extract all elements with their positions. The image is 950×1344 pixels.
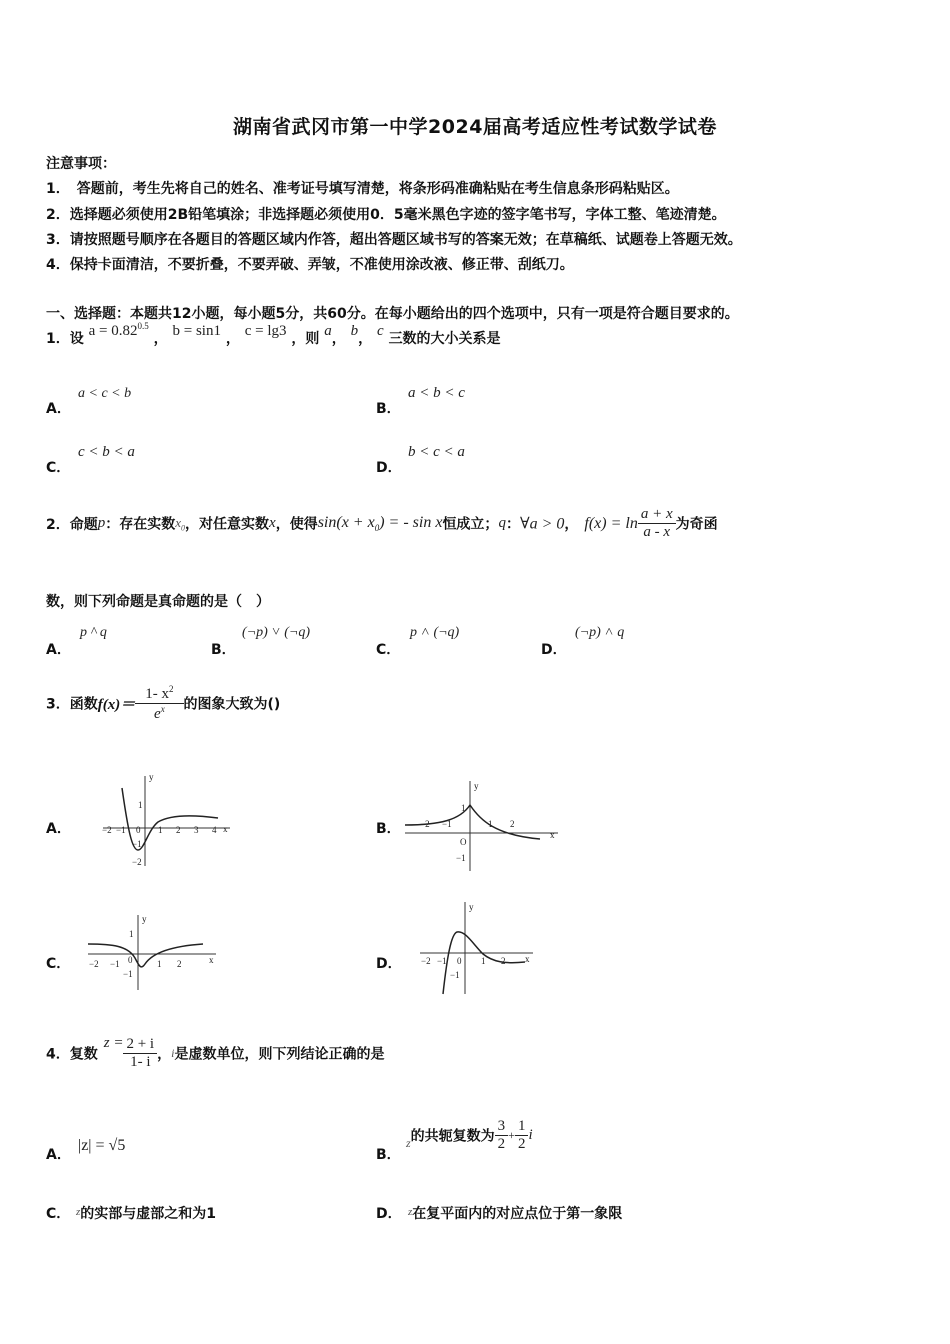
graph-d[interactable] [415,898,540,998]
q2-var-q: q [498,515,506,531]
q4-z: z = [103,1035,124,1051]
graph-a-tick-x-2: 2 [176,825,181,835]
q2-function: f(x) = ln [584,514,638,532]
q1-var-a: a [324,323,332,339]
graph-a-tick-y-neg1: −1 [132,839,142,849]
q1-a-def: $a = 0.82^{0.5}$ [88,321,149,339]
graph-c-tick-y-neg1: −1 [123,969,133,979]
q4-i: i [171,1046,175,1060]
q2-x0: $x_0$ [175,514,186,533]
question-1 [46,321,501,348]
graph-c-tick-x-0: 0 [128,955,133,965]
q4-option-b-plus: + [508,1128,515,1142]
q1-option-d-label[interactable]: D． [376,460,402,476]
q2-prefix: 2．命题 [46,516,98,533]
graph-a-label-x: x [223,824,228,834]
q2-option-b-label[interactable]: B． [211,642,236,658]
graph-b-tick-y-1: 1 [461,803,466,813]
q2-line2: 数，则下列命题是真命题的是（ ） [46,594,270,610]
q1-var-c: c [377,323,384,339]
notice-item-1: 1． 答题前，考生先将自己的姓名、准考证号填写清楚，将条形码准确粘贴在考生信息条形码粘贴区。 [46,181,679,197]
graph-b-tick-y-neg1: −1 [456,853,466,863]
q2-t3: ，使得 [275,516,318,533]
q1-option-a-text: a < c < b [78,386,132,401]
q4-option-c-text [76,1203,216,1223]
graph-a-tick-x-neg2: −2 [102,825,112,835]
q2-forall: ∀a > 0 [519,515,565,533]
notice-item-2: 2．选择题必须使用2B铅笔填涂；非选择题必须使用0．5毫米黑色字迹的签字笔书写，字体工整、笔迹清楚。 [46,207,726,223]
graph-c-tick-x-neg1: −1 [110,959,120,969]
graph-c-label-x: x [209,955,214,965]
q2-t1: ：存在实数 [105,516,176,533]
q2-t4: 恒成立； [442,516,499,533]
q3-option-c-label[interactable]: C． [46,956,71,972]
graph-d-tick-x-neg2: −2 [421,956,431,966]
q4-option-b-desc: 的共轭复数为 [410,1128,495,1145]
q4-option-d-desc: 在复平面内的对应点位于第一象限 [412,1206,623,1222]
graph-d-tick-x-0: 0 [457,956,462,966]
question-3 [46,684,280,723]
q4-option-d-z: z [408,1206,413,1218]
q1-then: ，则 [291,331,320,347]
q4-option-d-label[interactable]: D． [376,1206,402,1222]
q2-option-c-text: p ˄ (¬q) [410,625,460,640]
q3-option-d-label[interactable]: D． [376,956,402,972]
graph-c-tick-x-neg2: −2 [89,959,99,969]
section-heading: 一、选择题：本题共12小题，每小题5分，共60分。在每小题给出的四个选项中，只有一项是符合题目要求的。 [46,306,739,322]
q4-suffix: 是虚数单位，则下列结论正确的是 [174,1046,385,1063]
q4-option-b-frac-2: $\frac{1}{2}$ [515,1118,529,1153]
q1-c-def: c = lg3 [244,323,287,339]
graph-d-tick-x-2: 2 [501,956,506,966]
q4-fraction: $\frac{2 + i}{1- i}$ [123,1036,157,1071]
q2-var-p: p [97,515,106,531]
question-2 [46,506,718,541]
q2-fraction: $\frac{a + x}{a - x}$ [638,506,676,541]
q4-option-b-frac-1: $\frac{3}{2}$ [495,1118,509,1153]
graph-c-curve [88,944,203,967]
graph-a-tick-y-neg2: −2 [132,857,142,867]
q4-option-b-text [406,1118,533,1153]
q3-prefix: 3．函数 [46,696,98,713]
graph-a-tick-x-1: 1 [158,825,163,835]
q3-option-a-label[interactable]: A． [46,821,71,837]
q2-t6: ， [564,516,579,533]
graph-d-tick-x-1: 1 [481,956,486,966]
page-title: 湖南省武冈市第一中学2024届高考适应性考试数学试卷 [233,116,717,138]
graph-a-tick-x-3: 3 [194,825,199,835]
graph-a-label-y: y [149,772,154,782]
q4-option-b-z: z [406,1136,411,1150]
graph-b-origin: O [460,837,467,847]
graph-a-tick-x-4: 4 [212,825,217,835]
graph-b-tick-x-neg2: −2 [420,819,430,829]
graph-d-tick-y-neg1: −1 [450,970,460,980]
q2-option-a-label[interactable]: A． [46,642,71,658]
q4-prefix: 4．复数 [46,1046,98,1063]
graph-b-tick-x-neg1: −1 [442,819,452,829]
question-4 [46,1036,384,1071]
q2-option-a-text: p ^ q [80,625,107,640]
q2-t5: ： [505,516,520,533]
q2-t7: 为奇函 [675,516,718,533]
q4-option-c-label[interactable]: C． [46,1206,71,1222]
graph-c[interactable] [83,910,223,995]
graph-d-label-y: y [469,902,474,912]
q1-var-b: b [350,323,359,339]
q4-option-c-z: z [76,1206,81,1218]
q1-option-b-label[interactable]: B． [376,401,401,417]
q1-comma-1: ， [153,331,168,347]
q4-option-d-text [408,1203,622,1223]
graph-b-label-x: x [550,830,555,840]
notice-heading: 注意事项： [46,156,116,172]
q1-option-a-label[interactable]: A． [46,401,71,417]
graph-d-tick-x-neg1: −1 [437,956,447,966]
graph-a-tick-x-neg1: −1 [116,825,126,835]
q2-t2: ，对任意实数 [185,516,270,533]
q3-option-b-label[interactable]: B． [376,821,401,837]
q1-comma-3: ， [331,331,346,347]
q4-option-b-label[interactable]: B． [376,1147,401,1163]
q2-equation: $\sin(x + x_0)$ = - sin x [317,513,443,534]
q4-option-a-label[interactable]: A． [46,1147,71,1163]
graph-a-tick-y-1: 1 [138,800,143,810]
q3-fx: f(x)＝ [97,697,136,713]
graph-c-tick-y-1: 1 [129,929,134,939]
q1-option-b-text: a < b < c [408,385,465,401]
graph-b-label-y: y [474,781,479,791]
q3-fraction: $\frac{1- x^2}{e^x}$ [135,684,183,723]
graph-c-label-y: y [142,914,147,924]
q2-option-c-label[interactable]: C． [376,642,401,658]
q1-prefix: 1．设 [46,331,84,347]
q1-b-def: b = sin1 [172,323,221,339]
q1-comma-2: ， [225,331,240,347]
q1-option-c-label[interactable]: C． [46,460,71,476]
graph-d-label-x: x [525,954,530,964]
notice-item-3: 3．请按照题号顺序在各题目的答题区域内作答，超出答题区域书写的答案无效；在草稿纸、试题卷上答题无效。 [46,232,742,248]
q4-comma: ， [157,1046,172,1063]
graph-b-tick-x-1: 1 [488,819,493,829]
q4-option-c-desc: 的实部与虚部之和为1 [80,1206,217,1222]
q4-option-a-text: |z| = √5 [78,1137,126,1154]
q3-suffix: 的图象大致为() [183,696,281,713]
q2-option-d-text: (¬p) ˄ q [575,625,625,640]
q4-option-b-i: i [528,1127,533,1143]
q1-comma-4: ， [358,331,373,347]
q2-option-b-text: (¬p) ˅ (¬q) [242,625,310,640]
q2-var-x: x [269,515,276,531]
graph-a[interactable] [98,770,238,870]
graph-b[interactable] [400,775,565,875]
q1-option-d-text: b < c < a [408,444,465,460]
q1-option-c-text: c < b < a [78,444,135,460]
notice-item-4: 4．保持卡面清洁，不要折叠，不要弄破、弄皱，不准使用涂改液、修正带、刮纸刀。 [46,257,574,273]
graph-a-tick-x-0: 0 [136,825,141,835]
q2-option-d-label[interactable]: D． [541,642,567,658]
graph-c-tick-x-2: 2 [177,959,182,969]
graph-b-tick-x-2: 2 [510,819,515,829]
q1-suffix: 三数的大小关系是 [388,331,501,347]
graph-c-tick-x-1: 1 [157,959,162,969]
